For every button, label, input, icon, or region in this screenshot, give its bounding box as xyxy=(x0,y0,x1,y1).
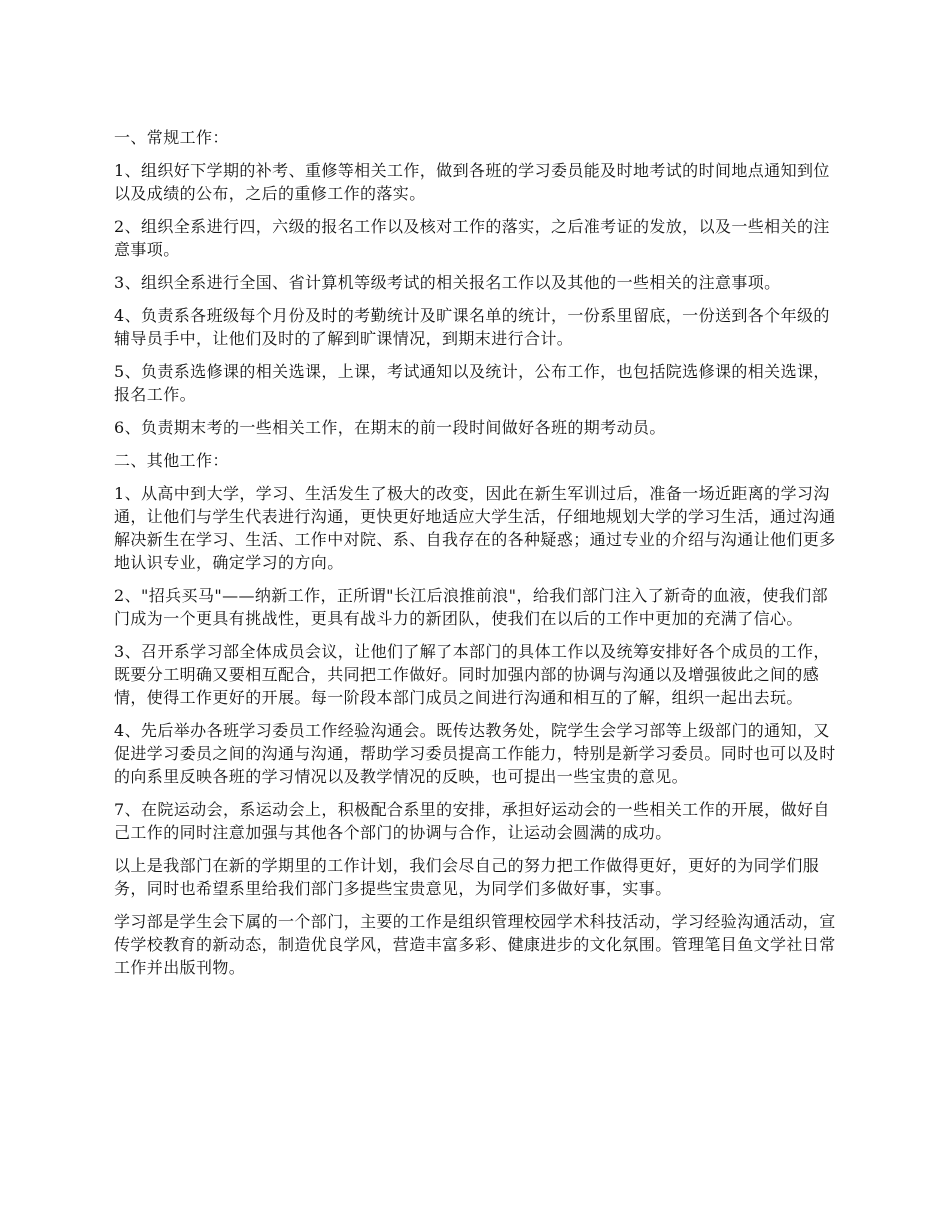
other-work-item-2: 2、"招兵买马"——纳新工作，正所谓"长江后浪推前浪"，给我们部门注入了新奇的血液，使我们部门成为一个更具有挑战性，更具有战斗力的新团队，使我们在以后的工作中更加的充满了信心。 xyxy=(114,586,829,628)
other-work-item-1: 1、从高中到大学，学习、生活发生了极大的改变，因此在新生军训过后，准备一场近距离的学习沟通，让他们与学生代表进行沟通，更快更好地适应大学生活，仔细地规划大学的学习生活，通过沟通解决新生在学习、生活、工作中对院、系、自我存在的各种疑惑；通过专业的介绍与沟通让他们更多地认识专业，确定学习的方向。 xyxy=(114,484,836,572)
other-work-item-7: 7、在院运动会，系运动会上，积极配合系里的安排，承担好运动会的一些相关工作的开展，做好自己工作的同时注意加强与其他各个部门的协调与合作，让运动会圆满的成功。 xyxy=(114,800,830,842)
other-work-item-4: 4、先后举办各班学习委员工作经验沟通会。既传达教务处，院学生会学习部等上级部门的通知，又促进学习委员之间的沟通与沟通，帮助学习委员提高工作能力，特别是新学习委员。同时也可以及时的向系里反映各班的学习情况以及教学情况的反映，也可提出一些宝贵的意见。 xyxy=(114,721,836,786)
regular-work-item-2: 2、组织全系进行四，六级的报名工作以及核对工作的落实，之后准考证的发放，以及一些相关的注意事项。 xyxy=(114,217,830,259)
document-body xyxy=(114,126,842,989)
regular-work-item-4: 4、负责系各班级每个月份及时的考勤统计及旷课名单的统计，一份系里留底，一份送到各个年级的辅导员手中，让他们及时的了解到旷课情况，到期末进行合计。 xyxy=(114,306,830,348)
regular-work-item-6: 6、负责期末考的一些相关工作，在期末的前一段时间做好各班的期考动员。 xyxy=(114,418,666,437)
closing-paragraph-department: 学习部是学生会下属的一个部门，主要的工作是组织管理校园学术科技活动，学习经验沟通活动，宣传学校教育的新动态，制造优良学风，营造丰富多彩、健康进步的文化氛围。管理笔目鱼文学社日常工作并出版刊物。 xyxy=(114,912,836,977)
regular-work-item-5: 5、负责系选修课的相关选课，上课，考试通知以及统计，公布工作，也包括院选修课的相关选课，报名工作。 xyxy=(114,362,830,404)
section-heading-regular-work: 一、常规工作： xyxy=(114,128,229,147)
closing-paragraph-plan: 以上是我部门在新的学期里的工作计划，我们会尽自己的努力把工作做得更好，更好的为同学们服务，同时也希望系里给我们部门多提些宝贵意见，为同学们多做好事，实事。 xyxy=(114,856,820,898)
section-heading-other-work: 二、其他工作： xyxy=(114,451,229,470)
regular-work-item-3: 3、组织全系进行全国、省计算机等级考试的相关报名工作以及其他的一些相关的注意事项。 xyxy=(114,273,781,292)
regular-work-item-1: 1、组织好下学期的补考、重修等相关工作，做到各班的学习委员能及时地考试的时间地点通知到位以及成绩的公布，之后的重修工作的落实。 xyxy=(114,161,830,203)
other-work-item-3: 3、召开系学习部全体成员会议，让他们了解了本部门的具体工作以及统筹安排好各个成员的工作，既要分工明确又要相互配合，共同把工作做好。同时加强内部的协调与沟通以及增强彼此之间的感情，使得工作更好的开展。每一阶段本部门成员之间进行沟通和相互的了解，组织一起出去玩。 xyxy=(114,642,830,707)
